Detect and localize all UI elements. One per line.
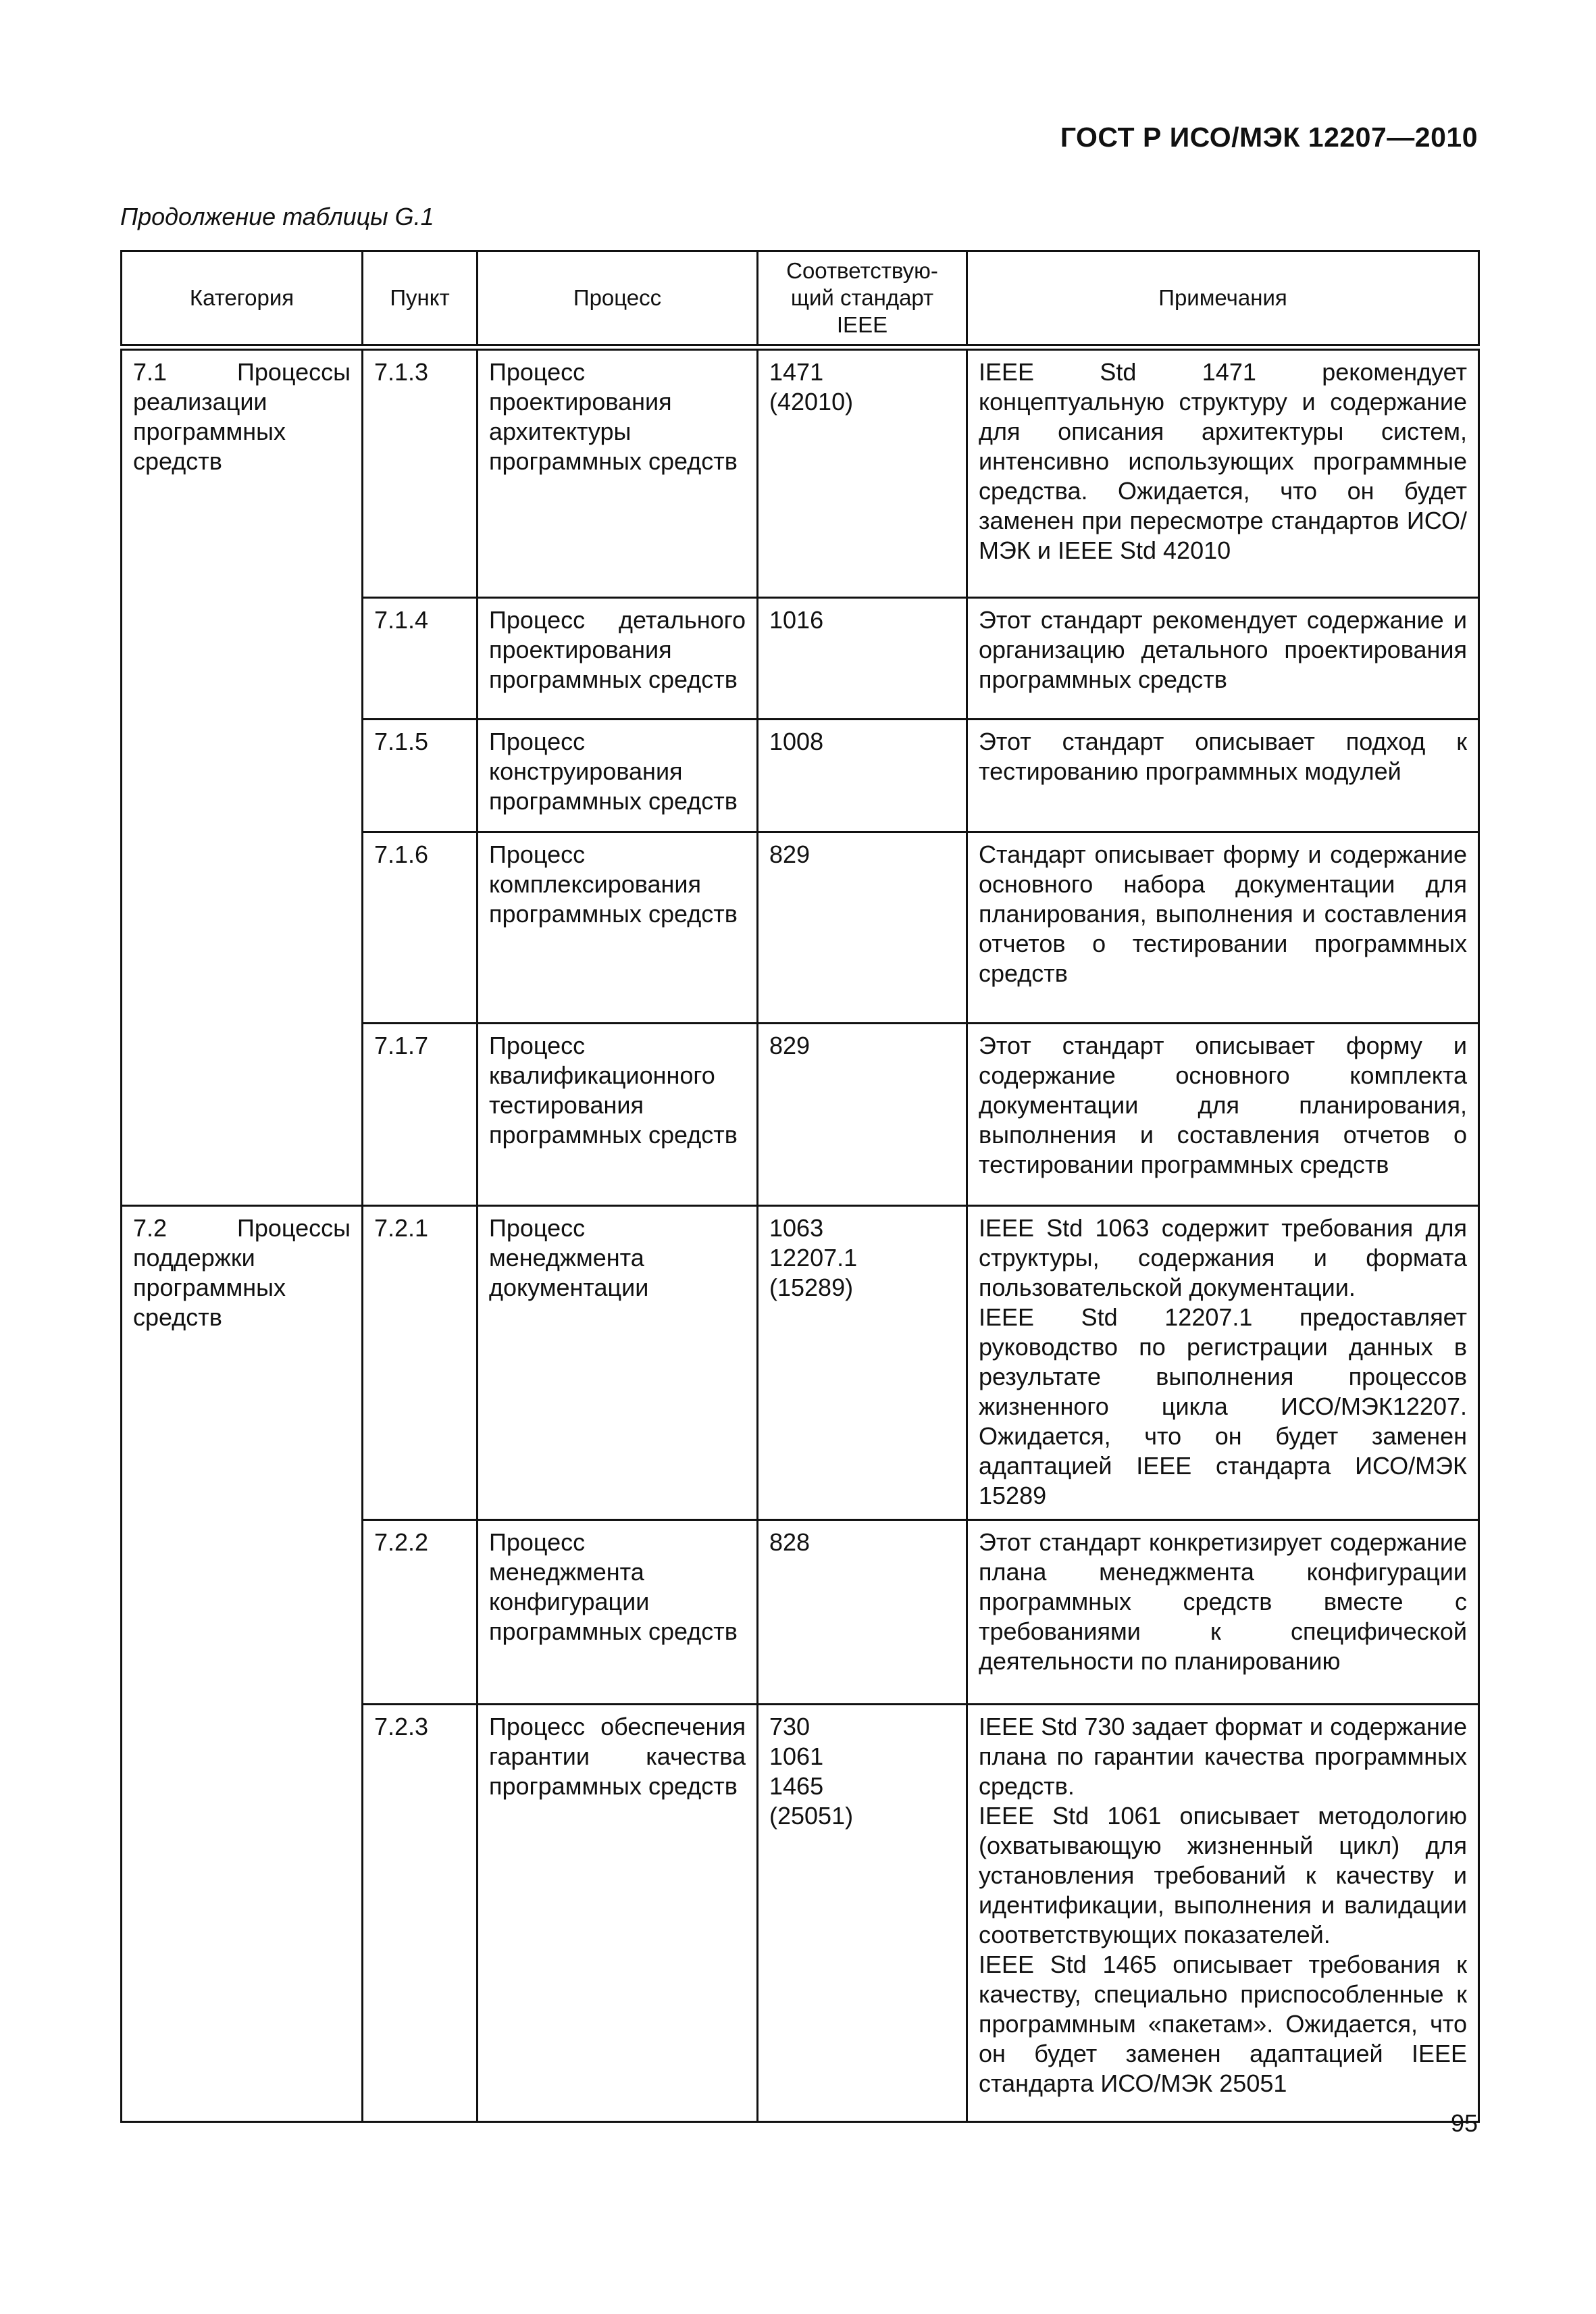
ieee-standard-cell: 1063 12207.1 (15289) — [758, 1205, 967, 1519]
notes-cell: IEEE Std 1471 рекомендует концептуальную структуру и содержание для описания архитектуры систем, интенсивно использующих программные средства. Ожидается, что он будет заменен при пересмотре стандартов ИСО/МЭК и IEEE Std 42010 — [967, 347, 1479, 597]
process-cell: Процесс обеспечения гарантии качества программных средств — [478, 1704, 758, 2121]
category-cell: 7.1 Процессы реализации программных средств — [122, 347, 363, 1205]
process-cell: Процесс детального проектирования программных средств — [478, 597, 758, 719]
table-header-row — [122, 251, 1479, 348]
category-cell: 7.2 Процессы поддержки программных средств — [122, 1205, 363, 2121]
ieee-standard-cell: 1008 — [758, 719, 967, 832]
notes-cell: Этот стандарт рекомендует содержание и организацию детального проектирования программных средств — [967, 597, 1479, 719]
process-cell: Процесс менеджмента конфигурации программных средств — [478, 1519, 758, 1704]
page-number: 95 — [1450, 2109, 1478, 2137]
ieee-standard-cell: 1016 — [758, 597, 967, 719]
ieee-standard-cell: 829 — [758, 832, 967, 1023]
column-header-item: Пункт — [363, 251, 478, 348]
process-cell: Процесс квалификационного тестирования программных средств — [478, 1023, 758, 1205]
notes-cell: Этот стандарт конкретизирует содержание плана менеджмента конфигурации программных средств вместе с требованиями к специфической деятельности по планированию — [967, 1519, 1479, 1704]
standards-table — [120, 250, 1480, 2123]
ieee-standard-cell: 828 — [758, 1519, 967, 1704]
item-cell: 7.1.7 — [363, 1023, 478, 1205]
column-header-category: Категория — [122, 251, 363, 348]
item-cell: 7.1.4 — [363, 597, 478, 719]
column-header-ieee-standard: Соответствую- щий стандарт IEEE — [758, 251, 967, 348]
item-cell: 7.1.6 — [363, 832, 478, 1023]
notes-cell: IEEE Std 1063 содержит требования для структуры, содержания и формата пользовательской документации. IEEE Std 12207.1 предоставляет руководство по регистрации данных в результате выполнения процессов жизненного цикла ИСО/МЭК12207. Ожидается, что он будет заменен адаптацией IEEE стандарта ИСО/МЭК 15289 — [967, 1205, 1479, 1519]
notes-cell: Этот стандарт описывает форму и содержание основного комплекта документации для планирования, выполнения и составления отчетов о тестировании программных средств — [967, 1023, 1479, 1205]
process-cell: Процесс проектирования архитектуры программных средств — [478, 347, 758, 597]
ieee-standard-cell: 829 — [758, 1023, 967, 1205]
table-row — [122, 347, 1479, 597]
notes-cell: Стандарт описывает форму и содержание основного набора документации для планирования, выполнения и составления отчетов о тестировании программных средств — [967, 832, 1479, 1023]
column-header-notes: Примечания — [967, 251, 1479, 348]
item-cell: 7.2.3 — [363, 1704, 478, 2121]
item-cell: 7.2.1 — [363, 1205, 478, 1519]
process-cell: Процесс конструирования программных средств — [478, 719, 758, 832]
item-cell: 7.1.5 — [363, 719, 478, 832]
process-cell: Процесс комплексирования программных средств — [478, 832, 758, 1023]
notes-cell: Этот стандарт описывает подход к тестированию программных модулей — [967, 719, 1479, 832]
column-header-process: Процесс — [478, 251, 758, 348]
item-cell: 7.2.2 — [363, 1519, 478, 1704]
process-cell: Процесс менеджмента документации — [478, 1205, 758, 1519]
standard-designation: ГОСТ Р ИСО/МЭК 12207—2010 — [1060, 122, 1478, 153]
table-row — [122, 1205, 1479, 1519]
ieee-standard-cell: 1471 (42010) — [758, 347, 967, 597]
ieee-standard-cell: 730 1061 1465 (25051) — [758, 1704, 967, 2121]
table-caption: Продолжение таблицы G.1 — [120, 203, 434, 230]
notes-cell: IEEE Std 730 задает формат и содержание плана по гарантии качества программных средств. IEEE Std 1061 описывает методологию (охватывающую жизненный цикл) для установления требований к качеству и идентификации, выполнения и валидации соответствующих показателей. IEEE Std 1465 описывает требования к качеству, специально приспособленные к программным «пакетам». Ожидается, что он будет заменен адаптацией IEEE стандарта ИСО/МЭК 25051 — [967, 1704, 1479, 2121]
item-cell: 7.1.3 — [363, 347, 478, 597]
